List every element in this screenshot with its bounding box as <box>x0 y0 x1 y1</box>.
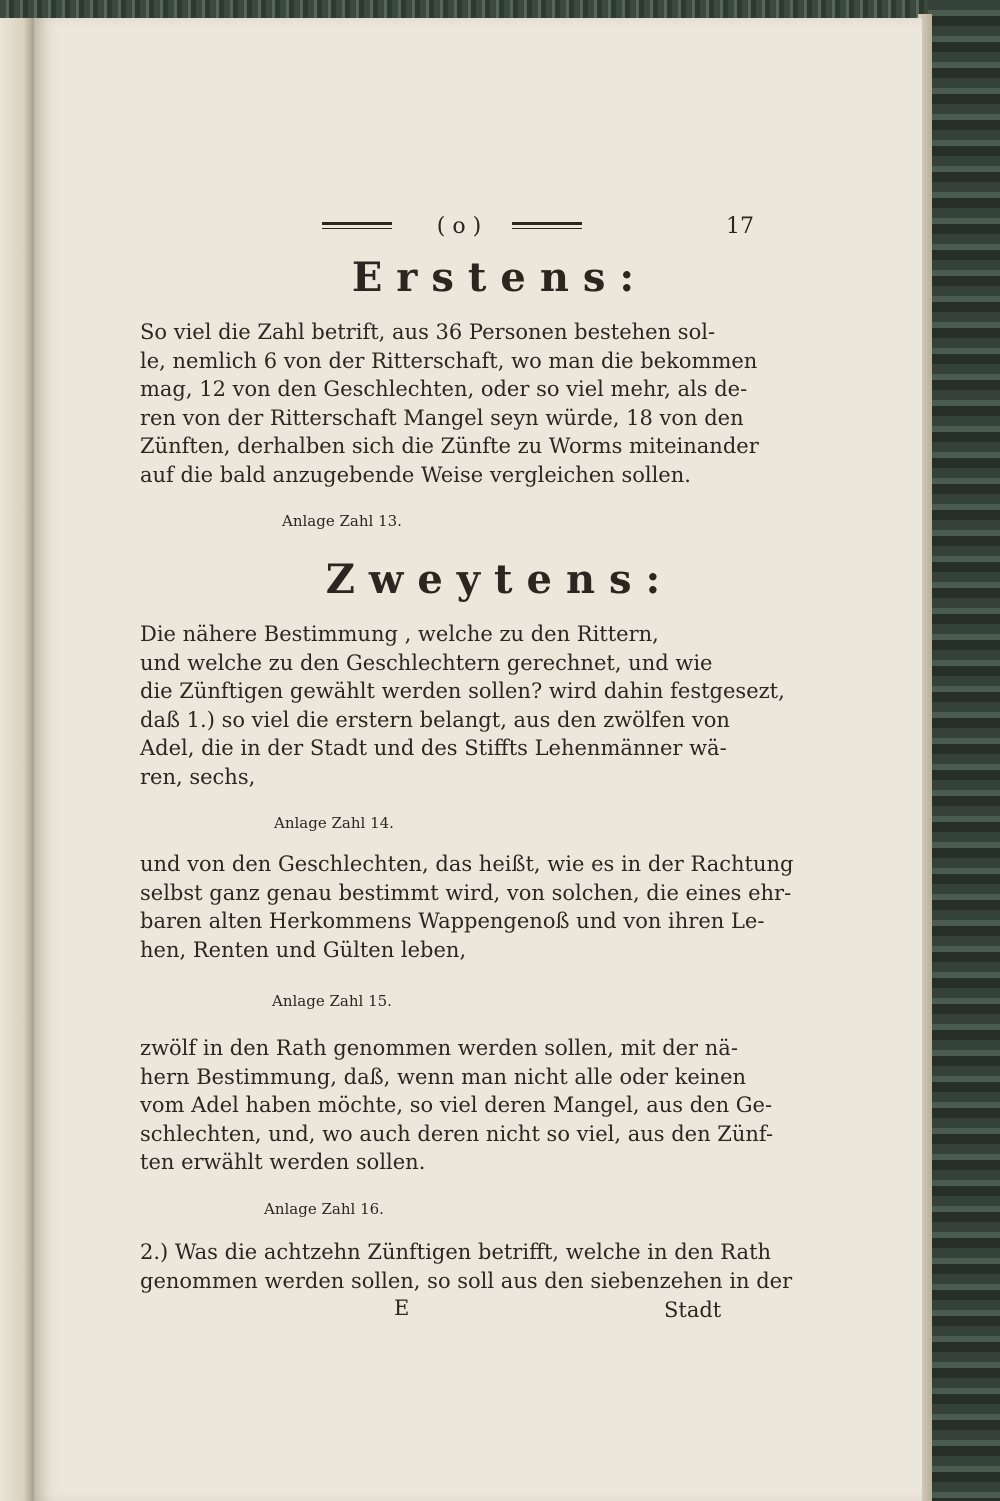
text-line: Adel, die in der Stadt und des Stiffts Lehenmänner wä- <box>140 736 727 761</box>
page-header <box>322 214 772 248</box>
signature-mark: E <box>394 1296 410 1320</box>
text-line: Die nähere Bestimmung , welche zu den Rittern, <box>140 622 659 646</box>
section-heading-zweytens: Zweytens: <box>325 556 675 603</box>
text-line: genommen werden sollen, so soll aus den siebenzehen in der <box>140 1268 793 1293</box>
continuation-paragraph <box>140 850 794 964</box>
header-rule-right <box>512 222 582 225</box>
section-paragraph-zweytens <box>140 620 785 792</box>
text-line: die Zünftigen gewählt werden sollen? wird dahin festgesezt, <box>140 679 785 704</box>
text-line: auf die bald anzugebende Weise vergleichen sollen. <box>140 462 691 487</box>
continuation-paragraph <box>140 1238 793 1295</box>
text-line: vom Adel haben möchte, so viel deren Mangel, aus den Ge- <box>140 1093 773 1118</box>
anlage-reference: Anlage Zahl 16. <box>264 1200 384 1218</box>
continuation-paragraph <box>140 1034 774 1177</box>
text-line: baren alten Herkommens Wappengenoß und von ihren Le- <box>140 909 765 934</box>
text-line: ren, sechs, <box>140 764 256 789</box>
text-line: ten erwählt werden sollen. <box>140 1150 426 1175</box>
text-line: selbst ganz genau bestimmt wird, von solchen, die eines ehr- <box>140 880 792 905</box>
section-paragraph-erstens <box>140 318 760 490</box>
text-line: hern Bestimmung, daß, wenn man nicht alle oder keinen <box>140 1064 747 1089</box>
text-line: und welche zu den Geschlechtern gerechnet, und wie <box>140 650 713 675</box>
text-line: und von den Geschlechten, das heißt, wie es in der Rachtung <box>140 852 794 876</box>
text-line: mag, 12 von den Geschlechten, oder so viel mehr, als de- <box>140 377 748 402</box>
facing-page-edge <box>0 18 34 1501</box>
page-number: 17 <box>726 214 754 239</box>
text-line: hen, Renten und Gülten leben, <box>140 937 467 962</box>
text-line: ren von der Ritterschaft Mangel seyn würde, 18 von den <box>140 405 744 430</box>
text-line: zwölf in den Rath genommen werden sollen, mit der nä- <box>140 1036 738 1060</box>
text-line: Zünften, derhalben sich die Zünfte zu Worms miteinander <box>140 434 759 459</box>
catchword: Stadt <box>664 1298 722 1322</box>
header-ornament: ( o ) <box>436 214 482 239</box>
text-line: le, nemlich 6 von der Ritterschaft, wo man die bekommen <box>140 348 758 373</box>
anlage-reference: Anlage Zahl 15. <box>272 992 392 1010</box>
text-line: daß 1.) so viel die erstern belangt, aus den zwölfen von <box>140 707 730 732</box>
text-line: So viel die Zahl betrift, aus 36 Personen bestehen sol- <box>140 320 716 344</box>
text-line: schlechten, und, wo auch deren nicht so viel, aus den Zünf- <box>140 1121 774 1146</box>
section-heading-erstens: Erstens: <box>351 254 649 301</box>
anlage-reference: Anlage Zahl 14. <box>274 814 394 832</box>
text-line: 2.) Was die achtzehn Zünftigen betrifft, welche in den Rath <box>140 1240 772 1264</box>
header-rule-left <box>322 222 392 225</box>
anlage-reference: Anlage Zahl 13. <box>282 512 402 530</box>
book-cover-right <box>928 0 1000 1501</box>
